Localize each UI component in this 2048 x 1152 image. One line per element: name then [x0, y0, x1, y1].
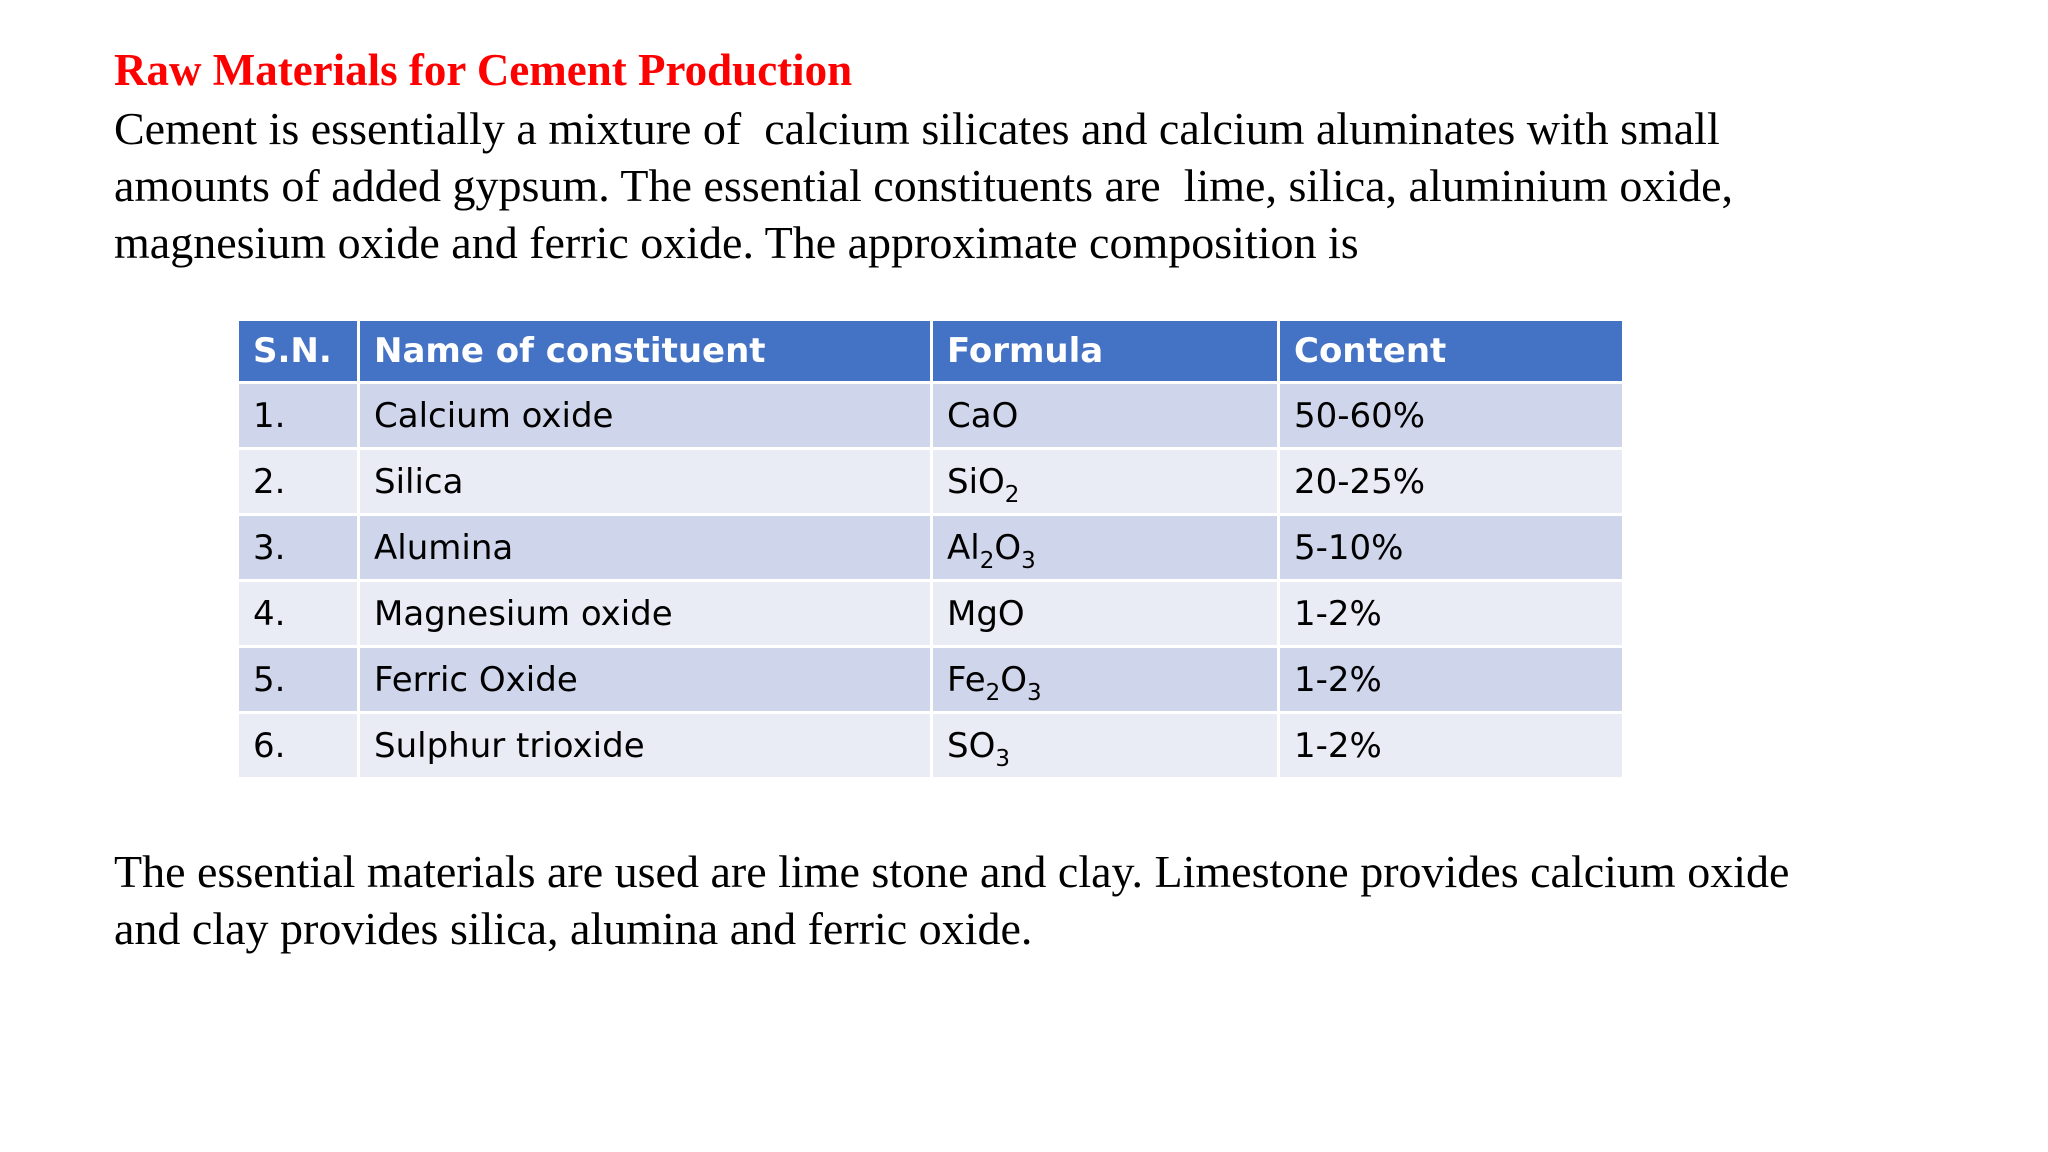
table-row [238, 515, 1624, 581]
table-row [238, 713, 1624, 779]
cell-content: 20-25% [1279, 449, 1624, 515]
cell-constituent-name: Magnesium oxide [359, 581, 932, 647]
formula-subscript: 2 [1004, 481, 1020, 508]
table-body [238, 383, 1624, 779]
formula-part: CaO [947, 395, 1019, 436]
intro-line: magnesium oxide and ferric oxide. The approximate composition is [114, 217, 1359, 268]
cell-constituent-name: Sulphur trioxide [359, 713, 932, 779]
cell-constituent-name: Calcium oxide [359, 383, 932, 449]
table-row [238, 449, 1624, 515]
cell-sn: 1. [238, 383, 359, 449]
cell-content: 1-2% [1279, 713, 1624, 779]
cell-formula [932, 647, 1279, 713]
formula-subscript: 3 [995, 745, 1010, 772]
cell-formula [932, 515, 1279, 581]
cell-sn: 3. [238, 515, 359, 581]
formula-part: MgO [947, 593, 1025, 634]
cell-content: 1-2% [1279, 581, 1624, 647]
formula-part: O [1000, 659, 1028, 700]
cell-formula [932, 449, 1279, 515]
formula-part: SiO [947, 461, 1005, 502]
intro-paragraph [114, 100, 1934, 271]
table-row [238, 647, 1624, 713]
slide-title: Raw Materials for Cement Production [114, 45, 853, 95]
cell-sn: 2. [238, 449, 359, 515]
cell-constituent-name: Ferric Oxide [359, 647, 932, 713]
formula-subscript: 3 [1027, 679, 1042, 706]
composition-table [236, 318, 1625, 780]
header-formula: Formula [932, 320, 1279, 383]
formula-subscript: 2 [979, 547, 995, 574]
intro-line: Cement is essentially a mixture of calcium silicates and calcium aluminates with small [114, 103, 1720, 154]
header-content: Content [1279, 320, 1624, 383]
cell-formula [932, 581, 1279, 647]
cell-formula [932, 383, 1279, 449]
formula-part: Fe [947, 659, 986, 700]
header-sn: S.N. [238, 320, 359, 383]
cell-constituent-name: Silica [359, 449, 932, 515]
cell-content: 50-60% [1279, 383, 1624, 449]
cell-sn: 4. [238, 581, 359, 647]
intro-line: amounts of added gypsum. The essential constituents are lime, silica, aluminium oxide, [114, 160, 1734, 211]
table-row [238, 383, 1624, 449]
cell-constituent-name: Alumina [359, 515, 932, 581]
table-row [238, 581, 1624, 647]
cell-sn: 6. [238, 713, 359, 779]
cell-sn: 5. [238, 647, 359, 713]
formula-subscript: 3 [1021, 547, 1036, 574]
composition-table-wrapper [236, 318, 1622, 780]
formula-part: O [994, 527, 1022, 568]
formula-part: SO [947, 725, 996, 766]
outro-line: and clay provides silica, alumina and ferric oxide. [114, 903, 1033, 954]
header-name: Name of constituent [359, 320, 932, 383]
formula-subscript: 2 [985, 679, 1001, 706]
outro-paragraph [114, 843, 1934, 957]
formula-part: Al [947, 527, 980, 568]
outro-line: The essential materials are used are lime stone and clay. Limestone provides calcium oxide [114, 846, 1790, 897]
cell-content: 5-10% [1279, 515, 1624, 581]
cell-content: 1-2% [1279, 647, 1624, 713]
cell-formula [932, 713, 1279, 779]
table-header-row [238, 320, 1624, 383]
